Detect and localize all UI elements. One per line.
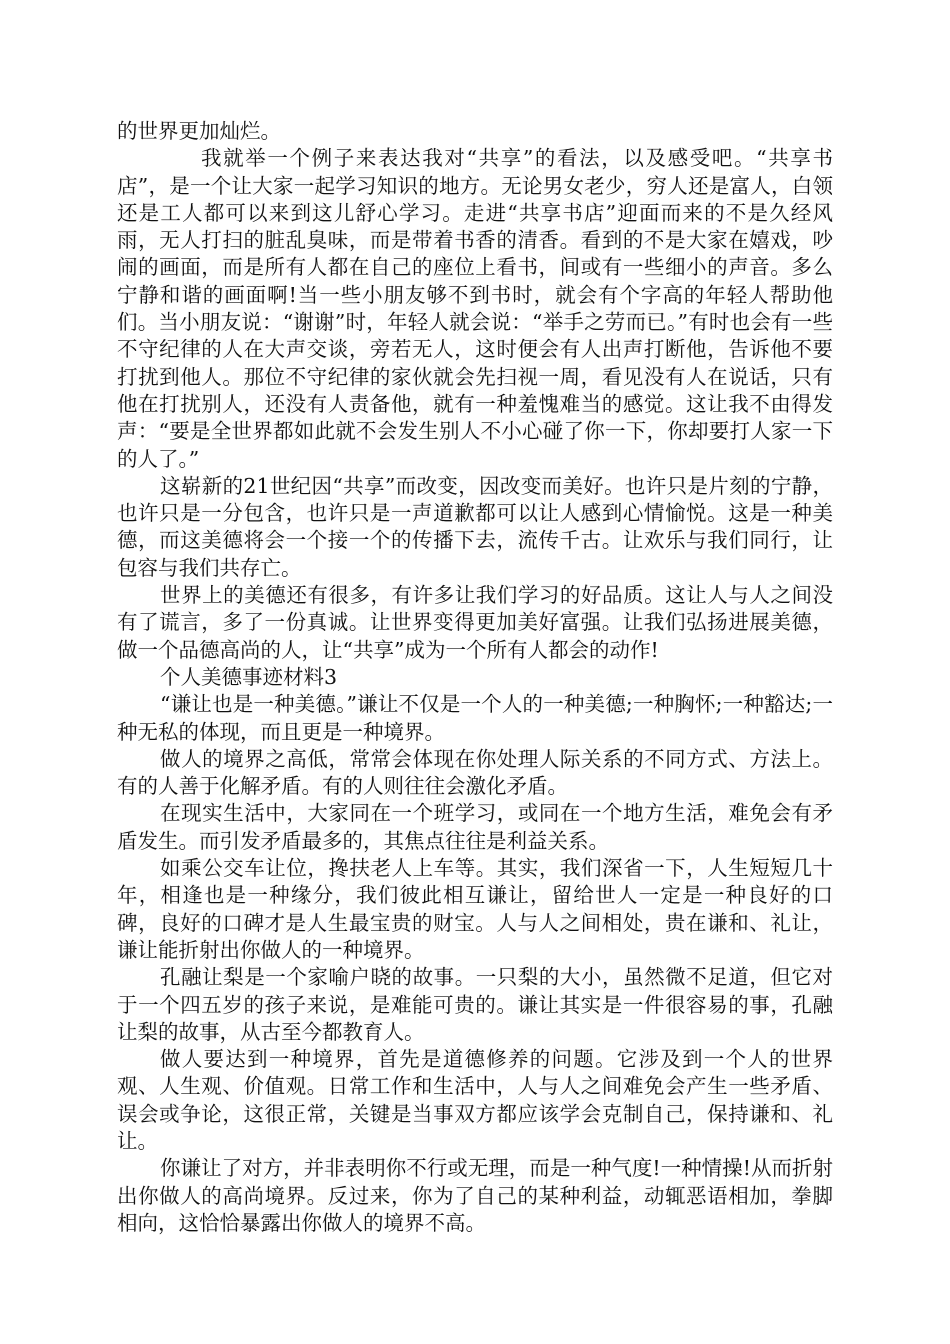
paragraph-21st-century: 这崭新的21世纪因“共享”而改变，因改变而美好。也许只是片刻的宁静，也许只是一分包含，也许只是一声道歉都可以让人感到心情愉悦。这是一种美德，而这美德将会一个接一个的传播下去，流传千古。让欢乐与我们同行，让包容与我们共存亡。	[117, 473, 833, 580]
paragraph-kong-rong: 孔融让梨是一个家喻户晓的故事。一只梨的大小，虽然微不足道，但它对于一个四五岁的孩子来说，是难能可贵的。谦让其实是一件很容易的事，孔融让梨的故事，从古至今都教育人。	[117, 965, 833, 1044]
paragraph-shared-bookstore: 我就举一个例子来表达我对“共享”的看法，以及感受吧。“共享书店”，是一个让大家一起学习知识的地方。无论男女老少，穷人还是富人，白领还是工人都可以来到这儿舒心学习。走进“共享书店”迎面而来的不是久经风雨，无人打扫的脏乱臭味，而是带着书香的清香。看到的不是大家在嬉戏，吵闹的画面，而是所有人都在自己的座位上看书，间或有一些细小的声音。多么宁静和谐的画面啊!当一些小朋友够不到书时，就会有个字高的年轻人帮助他们。当小朋友说：“谢谢”时，年轻人就会说：“举手之劳而已。”有时也会有一些不守纪律的人在大声交谈，旁若无人，这时便会有人出声打断他，告诉他不要打扰到他人。那位不守纪律的家伙就会先扫视一周，看见没有人在说话，只有他在打扰别人，还没有人责备他，就有一种羞愧难当的感觉。这让我不由得发声：“要是全世界都如此就不会发生别人不小心碰了你一下，你却要打人家一下的人了。”	[117, 146, 833, 471]
paragraph-moral-cultivation: 做人要达到一种境界，首先是道德修养的问题。它涉及到一个人的世界观、人生观、价值观。日常工作和生活中，人与人之间难免会产生一些矛盾、误会或争论，这很正常，关键是当事双方都应该学会克制自己，保持谦和、礼让。	[117, 1047, 833, 1153]
paragraph-virtues: 世界上的美德还有很多，有许多让我们学习的好品质。这让人与人之间没有了谎言，多了一份真诚。让世界变得更加美好富强。让我们弘扬进展美德，做一个品德高尚的人，让“共享”成为一个所有人都会的动作!	[117, 583, 833, 662]
paragraph-continuation: 的世界更加灿烂。	[117, 119, 281, 143]
paragraph-bus-seat: 如乘公交车让位，搀扶老人上车等。其实，我们深省一下，人生短短几十年，相逢也是一种缘分，我们彼此相互谦让，留给世人一定是一种良好的口碑，良好的口碑才是人生最宝贵的财宝。人与人之间相处，贵在谦和、礼让，谦让能折射出你做人的一种境界。	[117, 856, 833, 962]
document-body	[117, 118, 833, 1237]
paragraph-real-life: 在现实生活中，大家同在一个班学习，或同在一个地方生活，难免会有矛盾发生。而引发矛盾最多的，其焦点往往是利益关系。	[117, 801, 833, 853]
section-heading: 个人美德事迹材料3	[160, 664, 338, 689]
paragraph-realm-of-person: 做人的境界之高低，常常会体现在你处理人际关系的不同方式、方法上。有的人善于化解矛盾。有的人则往往会激化矛盾。	[117, 746, 833, 799]
paragraph-modesty-virtue: “谦让也是一种美德。”谦让不仅是一个人的一种美德;一种胸怀;一种豁达;一种无私的体现，而且更是一种境界。	[117, 692, 833, 744]
paragraph-conclusion: 你谦让了对方，并非表明你不行或无理，而是一种气度!一种情操!从而折射出你做人的高尚境界。反过来，你为了自己的某种利益，动辄恶语相加，拳脚相向，这恰恰暴露出你做人的境界不高。	[117, 1156, 833, 1235]
